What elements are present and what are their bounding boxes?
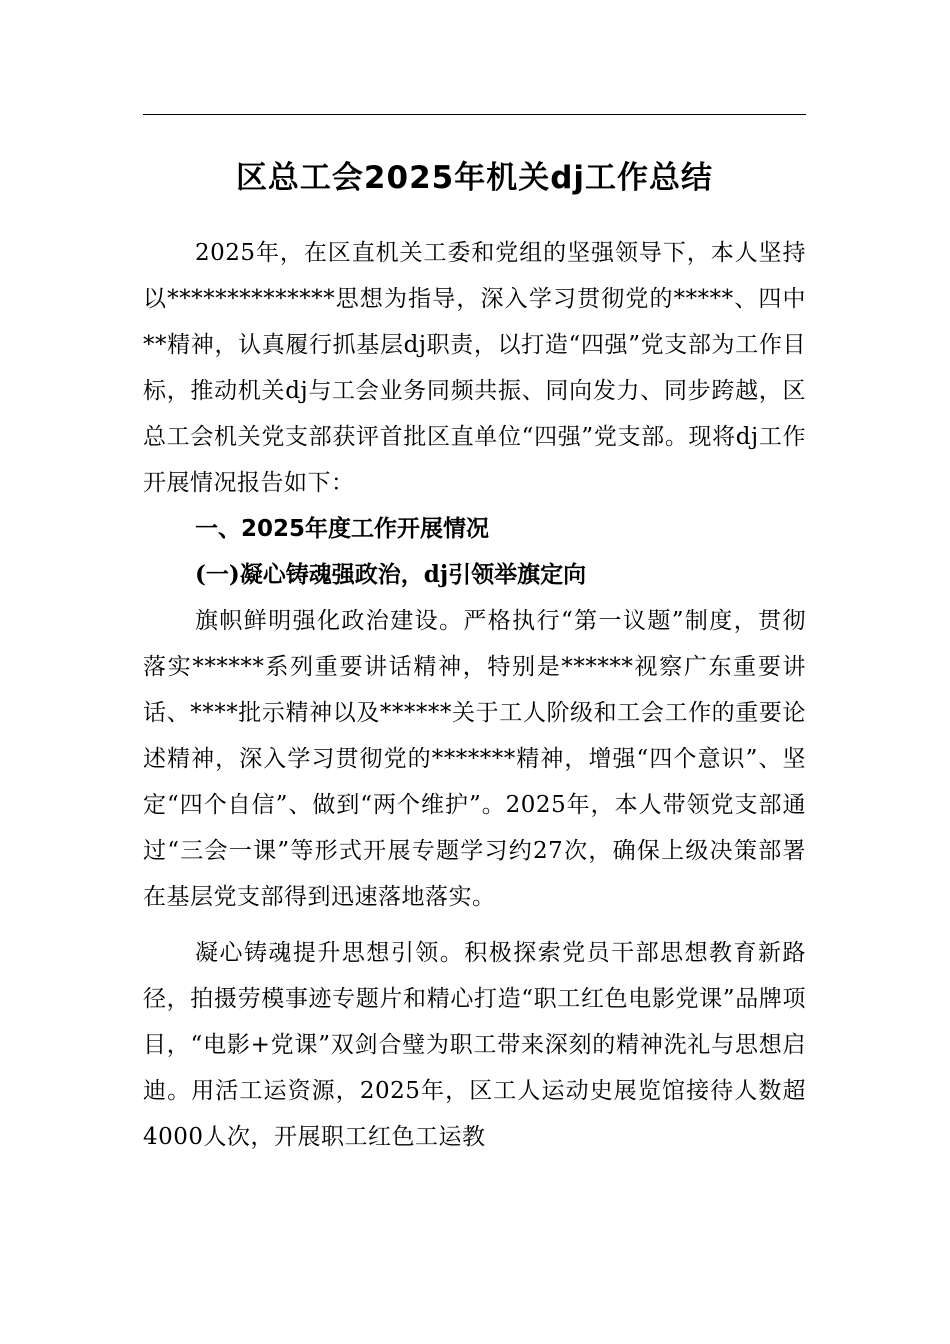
body-paragraph: 旗帜鲜明强化政治建设。严格执行“第一议题”制度，贯彻落实******系列重要讲话精神，特别是******视察广东重要讲话、****批示精神以及******关于工人阶级和工会工作的重要论述精神，深入学习贯彻党的*******精神，增强“四个意识”、坚定“四个自信”、做到“两个维护”。2025年，本人带领党支部通过“三会一课”等形式开展专题学习约27次，确保上级决策部署在基层党支部得到迅速落地落实。	[143, 608, 806, 910]
body-paragraph: 凝心铸魂提升思想引领。积极探索党员干部思想教育新路径，拍摄劳模事迹专题片和精心打造“职工红色电影党课”品牌项目，“电影+党课”双剑合璧为职工带来深刻的精神洗礼与思想启迪。用活工运资源，2025年，区工人运动史展览馆接待人数超4000人次，开展职工红色工运教	[143, 940, 806, 1150]
intro-paragraph: 2025年，在区直机关工委和党组的坚强领导下，本人坚持以**************思想为指导，深入学习贯彻党的*****、四中**精神，认真履行抓基层dj职责，以打造“四强”党支部为工作目标，推动机关dj与工会业务同频共振、同向发力、同步跨越，区总工会机关党支部获评首批区直单位“四强”党支部。现将dj工作开展情况报告如下：	[143, 240, 806, 496]
header-rule	[143, 114, 806, 115]
document-body	[143, 230, 806, 1160]
document-title: 区总工会2025年机关dj工作总结	[235, 160, 714, 196]
section-heading: 一、2025年度工作开展情况	[195, 516, 490, 542]
subsection-heading: (一)凝心铸魂强政治，dj引领举旗定向	[195, 561, 587, 588]
